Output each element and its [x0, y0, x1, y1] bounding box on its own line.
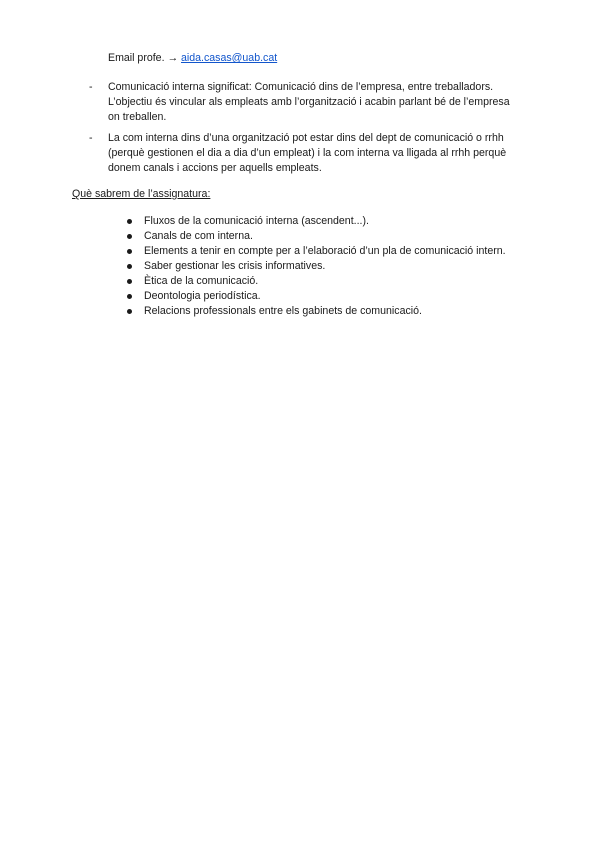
bullet-dot-icon	[127, 264, 132, 269]
note-item	[0, 80, 600, 125]
list-item-text: Saber gestionar les crisis informatives.	[144, 260, 326, 272]
list-item	[0, 244, 600, 259]
email-label: Email profe. →	[108, 52, 182, 64]
note-item	[0, 131, 600, 176]
dash-marker: -	[89, 132, 93, 144]
dash-marker: -	[89, 81, 93, 93]
notes-list	[0, 80, 600, 182]
bullet-dot-icon	[127, 279, 132, 284]
topics-list	[0, 214, 600, 319]
note-text: Comunicació interna significat: Comunicació dins de l’empresa, entre treballadors. L’objectiu és vincular als empleats amb l’organització i acabin parlant bé de l’empresa on treballen.	[108, 81, 510, 123]
list-item-text: Deontologia periodística.	[144, 290, 261, 302]
list-item	[0, 259, 600, 274]
list-item	[0, 229, 600, 244]
list-item-text: Ètica de la comunicació.	[144, 275, 259, 287]
bullet-dot-icon	[127, 234, 132, 239]
note-text: La com interna dins d’una organització pot estar dins del dept de comunicació o rrhh (perquè gestionen el dia a dia d’un empleat) i la com interna va lligada al rrhh perquè donem canals i accions per aquells empleats.	[108, 132, 507, 174]
bullet-dot-icon	[127, 219, 132, 224]
list-item-text: Fluxos de la comunicació interna (ascendent...).	[144, 215, 369, 227]
bullet-dot-icon	[127, 309, 132, 314]
list-item-text: Canals de com interna.	[144, 230, 253, 242]
list-item	[0, 214, 600, 229]
list-item	[0, 274, 600, 289]
email-link[interactable]: aida.casas@uab.cat	[181, 52, 278, 64]
list-item-text: Relacions professionals entre els gabinets de comunicació.	[144, 305, 422, 317]
bullet-dot-icon	[127, 249, 132, 254]
list-item-text: Elements a tenir en compte per a l’elaboració d’un pla de comunicació intern.	[144, 245, 506, 257]
bullet-dot-icon	[127, 294, 132, 299]
list-item	[0, 304, 600, 319]
email-line	[108, 51, 277, 66]
section-heading: Què sabrem de l’assignatura:	[72, 188, 211, 200]
list-item	[0, 289, 600, 304]
